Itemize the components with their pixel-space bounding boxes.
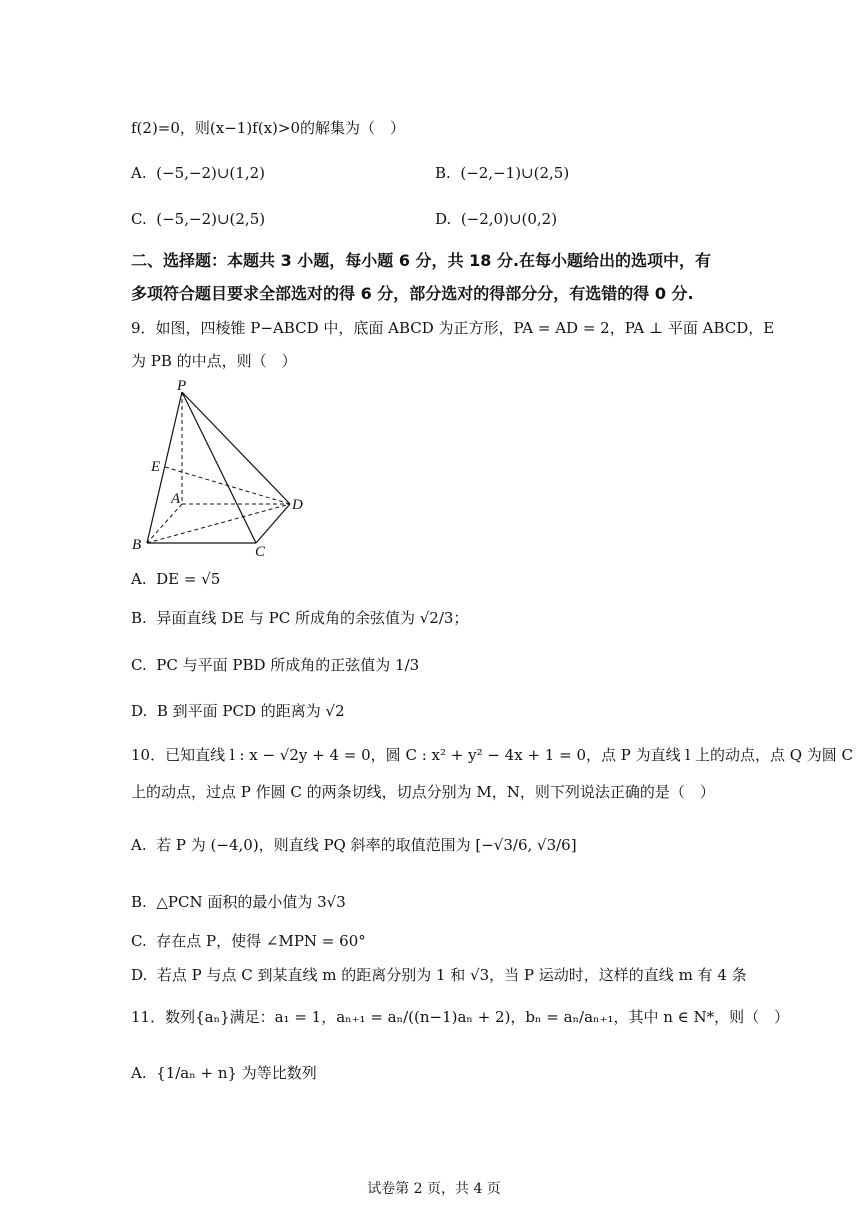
section2-header-line2: 多项符合题目要求全部选对的得 6 分，部分选对的得部分分，有选错的得 0 分. [131, 284, 694, 303]
q10-option-c: C. 存在点 P，使得 ∠MPN = 60° [131, 932, 366, 950]
edge-ed [165, 467, 290, 504]
q9-stem-line2: 为 PB 的中点，则（ ） [131, 352, 297, 370]
q9-stem-line1: 9．如图，四棱锥 P−ABCD 中，底面 ABCD 为正方形，PA = AD = 2，PA ⊥ 平面 ABCD，E [131, 319, 775, 337]
q9-option-d: D. B 到平面 PCD 的距离为 √2 [131, 702, 345, 720]
edge-pc [182, 392, 256, 543]
label-a: A [171, 491, 181, 507]
q9-option-a: A. DE = √5 [131, 570, 221, 588]
label-e: E [151, 459, 161, 475]
q10-option-d: D. 若点 P 与点 C 到某直线 m 的距离分别为 1 和 √3，当 P 运动时，这样的直线 m 有 4 条 [131, 966, 747, 984]
q10-stem-line1: 10．已知直线 l : x − √2y + 4 = 0，圆 C : x² + y² − 4x + 1 = 0，点 P 为直线 l 上的动点，点 Q 为圆 C [131, 746, 854, 764]
q9-option-c: C. PC 与平面 PBD 所成角的正弦值为 1/3 [131, 656, 420, 674]
pyramid-figure [125, 378, 325, 563]
label-p: P [177, 378, 187, 394]
edge-ab [147, 504, 182, 543]
edge-bd [147, 504, 290, 543]
page-footer: 试卷第 2 页，共 4 页 [367, 1181, 501, 1197]
q9-option-b: B. 异面直线 DE 与 PC 所成角的余弦值为 √2/3； [131, 609, 469, 627]
edge-cd [256, 504, 290, 543]
q8-option-d: D. (−2,0)∪(0,2) [435, 210, 558, 228]
q8-option-c: C. (−5,−2)∪(2,5) [131, 210, 266, 228]
section2-header-line1: 二、选择题：本题共 3 小题，每小题 6 分，共 18 分.在每小题给出的选项中，有 [131, 251, 712, 270]
q11-stem-line1: 11．数列{aₙ}满足：a₁ = 1，aₙ₊₁ = aₙ/((n−1)aₙ + 2)，bₙ = aₙ/aₙ₊₁，其中 n ∈ N*，则（ ） [131, 1008, 790, 1026]
q10-option-a: A. 若 P 为 (−4,0)，则直线 PQ 斜率的取值范围为 [−√3/6, √3/6] [131, 836, 577, 854]
q10-option-b: B. △PCN 面积的最小值为 3√3 [131, 893, 346, 911]
label-b: B [132, 537, 142, 553]
label-c: C [255, 544, 266, 560]
q8-stem-tail: f(2)=0，则(x−1)f(x)>0的解集为（ ） [131, 119, 406, 137]
label-d: D [292, 497, 303, 513]
q8-option-b: B. (−2,−1)∪(2,5) [435, 164, 570, 182]
q8-option-a: A. (−5,−2)∪(1,2) [131, 164, 265, 182]
q10-stem-line2: 上的动点，过点 P 作圆 C 的两条切线，切点分别为 M，N，则下列说法正确的是（ ） [131, 783, 715, 801]
q11-option-a: A. {1/aₙ + n} 为等比数列 [131, 1064, 317, 1082]
edge-pd [182, 392, 290, 504]
